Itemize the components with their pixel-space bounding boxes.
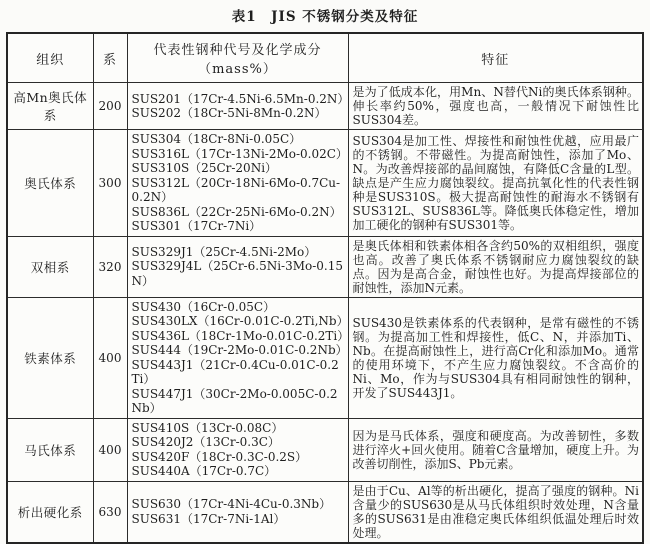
features-cell: 因为是马氏体系，强度和硬度高。为改善韧性，多数进行淬火+回火使用。随着C含量增加，硬度上升。为改善切削性，添加S、Pb元素。 [348, 418, 643, 481]
structure-cell: 高Mn奥氏体系 [7, 83, 93, 130]
grade-line: SUS312L（20Cr-18Ni-6Mo-0.7Cu-0.2N） [131, 175, 341, 204]
grade-line: SUS430（16Cr-0.05C） [131, 299, 276, 314]
grade-line: SUS631（17Cr-7Ni-1Al） [131, 511, 286, 526]
features-cell: 是由于Cu、Al等的析出硬化，提高了强度的钢种。Ni含量少的SUS630是从马氏体组织时效处理，N含量多的SUS631是由准稳定奥氏体组织低温处理后时效处理。 [348, 481, 643, 543]
table-row [7, 481, 643, 543]
header-row [7, 33, 643, 83]
grades-cell [127, 236, 348, 297]
grade-line: SUS447J1（30Cr-2Mo-0.005C-0.2Nb） [131, 386, 338, 415]
series-cell: 400 [93, 297, 127, 418]
header-series: 系 [93, 33, 127, 83]
grades-cell [127, 418, 348, 481]
features-cell: SUS430是铁素体系的代表钢种，是常有磁性的不锈钢。为提高加工性和焊接性，低C、N，并添加Ti、Nb。在提高耐蚀性上，进行高Cr化和添加Mo。通常的使用环境下，不产生应力腐蚀裂纹。不含高价的Ni、Mo，作为与SUS304具有相同耐蚀性的钢种，开发了SUS443J1。 [348, 297, 643, 418]
table-row [7, 236, 643, 297]
grade-line: SUS420J2（13Cr-0.3C） [131, 435, 280, 449]
stainless-steel-table [6, 32, 644, 544]
series-cell: 630 [93, 481, 127, 543]
grade-line: SUS304（18Cr-8Ni-0.05C） [131, 132, 302, 146]
grade-line: SUS202（18Cr-5Ni-8Mn-0.2N） [131, 106, 327, 120]
grade-line: SUS444（19Cr-2Mo-0.01C-0.2Nb） [131, 343, 348, 357]
grade-line: SUS329J4L（25Cr-6.5Ni-3Mo-0.15N） [131, 259, 344, 288]
grade-line: SUS410S（13Cr-0.08C） [131, 420, 284, 435]
series-cell: 400 [93, 418, 127, 481]
grade-line: SUS201（17Cr-4.5Ni-6.5Mn-0.2N） [131, 91, 350, 106]
grade-line: SUS836L（22Cr-25Ni-6Mo-0.2N） [131, 204, 342, 219]
series-cell: 200 [93, 83, 127, 130]
grade-line: SUS316L（17Cr-13Ni-2Mo-0.02C） [131, 146, 348, 161]
header-structure: 组织 [7, 33, 93, 83]
features-cell: 是奥氏体相和铁素体相各含约50%的双相组织，强度也高。改善了奥氏体系不锈钢耐应力腐蚀裂纹的缺点。因为是高合金，耐蚀性也好。为提高焊接部位的耐蚀性，添加N元素。 [348, 236, 643, 297]
grade-line: SUS436L（18Cr-1Mo-0.01C-0.2Ti） [131, 328, 350, 343]
structure-cell: 奥氏体系 [7, 130, 93, 237]
header-features: 特征 [348, 33, 643, 83]
structure-cell: 马氏体系 [7, 418, 93, 481]
grade-line: SUS443J1（21Cr-0.4Cu-0.01C-0.2Ti） [131, 357, 339, 386]
features-cell: SUS304是加工性、焊接性和耐蚀性优越，应用最广的不锈钢。不带磁性。为提高耐蚀性，添加了Mo、N。为改善焊接部的晶间腐蚀，有降低C含量的L型。缺点是产生应力腐蚀裂纹。提高抗氧化性的代表性钢种是SUS310S。极大提高耐蚀性的耐海水不锈钢有SUS312L、SUS836L等。降低奥氏体稳定性，增加加工硬化的钢种有SUS301等。 [348, 130, 643, 237]
grade-line: SUS301（17Cr-7Ni） [131, 219, 262, 233]
structure-cell: 双相系 [7, 236, 93, 297]
header-grades: 代表性钢种代号及化学成分（mass%） [127, 33, 348, 83]
grade-line: SUS630（17Cr-4Ni-4Cu-0.3Nb） [131, 497, 332, 511]
grades-cell [127, 83, 348, 130]
series-cell: 300 [93, 130, 127, 237]
grades-cell [127, 481, 348, 543]
table-row [7, 130, 643, 237]
structure-cell: 铁素体系 [7, 297, 93, 418]
structure-cell: 析出硬化系 [7, 481, 93, 543]
table-row [7, 83, 643, 130]
table-body [7, 83, 643, 543]
series-cell: 320 [93, 236, 127, 297]
table-row [7, 297, 643, 418]
table-title: 表1 JIS 不锈钢分类及特征 [231, 9, 419, 25]
grade-line: SUS310S（25Cr-20Ni） [131, 161, 278, 175]
grade-line: SUS329J1（25Cr-4.5Ni-2Mo） [131, 244, 317, 259]
features-cell: 是为了低成本化，用Mn、N替代Ni的奥氏体系钢种。伸长率约50%，强度也高，一般情况下耐蚀性比SUS304差。 [348, 83, 643, 130]
grade-line: SUS420F（18Cr-0.3C-0.2S） [131, 449, 308, 464]
grades-cell [127, 297, 348, 418]
grade-line: SUS440A（17Cr-0.7C） [131, 464, 277, 478]
grade-line: SUS430LX（16Cr-0.01C-0.2Ti,Nb） [131, 314, 349, 328]
grades-cell [127, 130, 348, 237]
table-row [7, 418, 643, 481]
